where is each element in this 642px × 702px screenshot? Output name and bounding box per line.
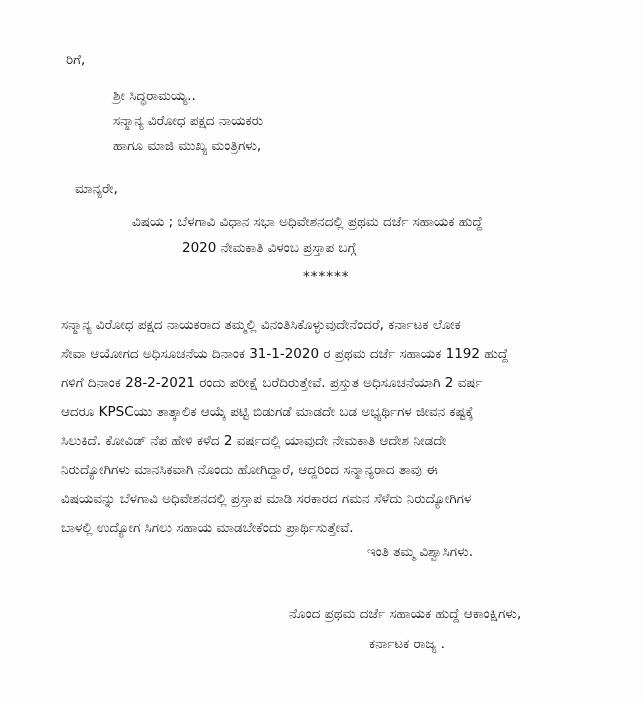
body-line: ಸೇವಾ ಆಯೋಗದ ಅಧಿಸೂಚನೆಯ ದಿನಾಂಕ 31-1-2020 ರ ಪ್ರಥಮ ದರ್ಜೆ ಸಹಾಯಕ 1192 ಹುದ್ದೆ [61,346,509,362]
closing: ಇಂತಿ ತಮ್ಮ ವಿಶ್ವಾಸಿಗಳು. [367,544,473,560]
body-line: ನಿರುದ್ಯೋಗಿಗಳು ಮಾನಸಿಕವಾಗಿ ನೊಂದು ಹೋಗಿದ್ದಾರೆ, ಆದ್ದರಿಂದ ಸನ್ಮಾನ್ಯರಾದ ತಾವು ಈ [61,462,438,478]
salutation: ರಿಗೆ, [66,52,86,68]
body-line: ಬಾಳಲ್ಲಿ ಉದ್ಯೋಗ ಸಿಗಲು ಸಹಾಯ ಮಾಡಬೇಕೆಂದು ಪ್ರಾರ್ಥಿಸುತ್ತೇವೆ. [61,520,354,536]
greeting: ಮಾನ್ಯರೇ, [75,181,118,197]
signature-line: ನೊಂದ ಪ್ರಥಮ ದರ್ಜೆ ಸಹಾಯಕ ಹುದ್ದೆ ಆಕಾಂಕ್ಷಿಗಳು, [289,606,522,622]
separator: ****** [303,269,350,285]
body-line: ವಿಷಯವನ್ನು ಬೆಳಗಾವಿ ಅಧಿವೇಶನದಲ್ಲಿ ಪ್ರಸ್ತಾಪ ಮಾಡಿ ಸರಕಾರದ ಗಮನ ಸೆಳೆದು ನಿರುದ್ಯೋಗಿಗಳ [61,491,472,507]
addressee-title: ಸನ್ಮಾನ್ಯ ವಿರೋಧ ಪಕ್ಷದ ನಾಯಕರು [113,113,264,129]
body-line: ಆದರೂ KPSCಯು ತಾತ್ಕಾಲಿಕ ಆಯ್ಕೆ ಪಟ್ಟಿ ಬಿಡುಗಡೆ ಮಾಡದೇ ಬಡ ಅಭ್ಯರ್ಥಿಗಳ ಜೀವನ ಕಷ್ಟಕ್ಕೆ [61,404,474,420]
body-line: ಗಳಿಗೆ ದಿನಾಂಕ 28-2-2021 ರಂದು ಪರೀಕ್ಷೆ ಬರೆದಿರುತ್ತೇವೆ. ಪ್ರಸ್ತುತ ಅಧಿಸೂಚನೆಯಾಗಿ 2 ವರ್ಷ [61,375,483,391]
subject-line: ವಿಷಯ ; ಬೆಳಗಾವಿ ವಿಧಾನ ಸಭಾ ಅಧಿವೇಶನದಲ್ಲಿ ಪ್ರಥಮ ದರ್ಜೆ ಸಹಾಯಕ ಹುದ್ದೆ [132,214,483,230]
body-line: ಸನ್ಮಾನ್ಯ ವಿರೋಧ ಪಕ್ಷದ ನಾಯಕರಾದ ತಮ್ಮಲ್ಲಿ ವಿನಂತಿಸಿಕೊಳ್ಳುವುದೇನೆಂದರೆ, ಕರ್ನಾಟಕ ಲೋಕ [61,317,461,333]
body-line: ಸಿಲುಕಿದೆ. ಕೋವಿಡ್ ನೆಪ ಹೇಳಿ ಕಳೆದ 2 ವರ್ಷದಲ್ಲಿ ಯಾವುದೇ ನೇಮಕಾತಿ ಆದೇಶ ನೀಡದೇ [61,433,447,449]
addressee-title-2: ಹಾಗೂ ಮಾಜಿ ಮುಖ್ಯ ಮಂತ್ರಿಗಳು, [113,138,262,154]
addressee-name: ಶ್ರೀ ಸಿದ್ಧರಾಮಯ್ಯ.. [113,88,196,104]
subject-line-2: 2020 ನೇಮಕಾತಿ ವಿಳಂಬ ಪ್ರಸ್ತಾಪ ಬಗ್ಗೆ [182,240,357,256]
signature-line-2: ಕರ್ನಾಟಕ ರಾಜ್ಯ . [369,636,445,652]
